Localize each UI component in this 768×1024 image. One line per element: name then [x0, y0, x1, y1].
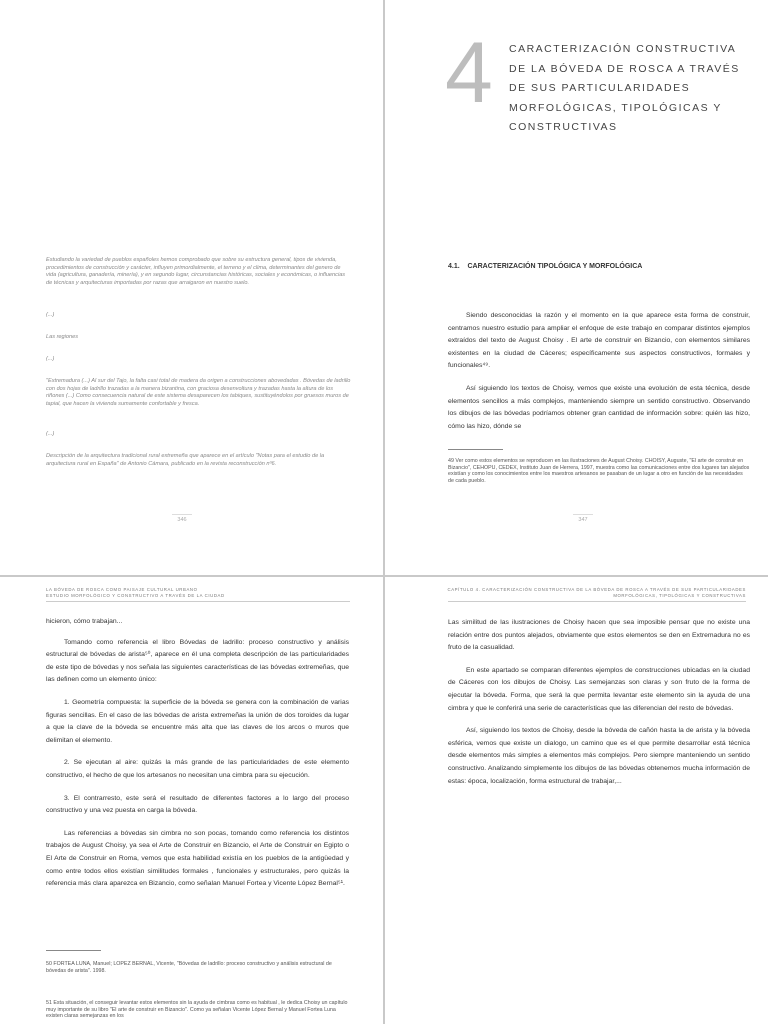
paragraph: Así, siguiendo los textos de Choisy, desde la bóveda de cañón hasta la de arista y la bóveda esférica, vemos que existe un dialogo, un camino que es el que permite desarrollar está técnica desde elementos más simples a elementos más complejos. Pero siempre manteniendo un sentido constructivo. Analizando simplemente los dibujos de las bóvedas obtenemos mucha información de estas: época, localización, forma estructural de trabajar,...	[448, 727, 750, 785]
paragraph: En este apartado se comparan diferentes ejemplos de construcciones ubicadas en la ciudad de Cáceres con los dibujos de Choisy. Las semejanzas son claras y son fruto de la forma de ejecutar la bóveda. Forma, que será la que permita levantar este elemento sin la ayuda de una cimbra y que le conferirá una serie de características que las diferencian del resto de bóvedas.	[448, 666, 750, 712]
paragraph: Las similitud de las ilustraciones de Choisy hacen que sea imposible pensar que no existe una relación entre dos puntos alejados, obviamente que estos elementos se den en Extremadura no es fruto de la casualidad.	[448, 619, 750, 652]
chapter-title-line: DE LA BÓVEDA DE ROSCA A TRAVÉS	[509, 62, 740, 75]
list-item: 1. Geometría compuesta: la superficie de la bóveda se genera con la combinación de varias figuras sencillas. En el caso de las bóvedas de arista extremeñas la unión de dos toroides da lugar a que la clave de la bóveda se encuentre más alta que las claves de los arcos o muros que delimitan el elemento.	[46, 698, 349, 744]
epigraph-quote: "Extremadura (...) Al sur del Tajo, la falta casi total de madera da origen a construcciones abovedadas . Bóvedas de ladrillo con dos hojas de ladrillo trazadas a la manera bizantina, con graciosa desenvoltura y trazadas hasta la altura de los riñones (...) Como consecuencia natural de este sistema desaparecen los tabiques, sustituyéndolos por gruesos muros de tapial, que hacen la vivienda sumamente confortable y fresca.	[46, 378, 351, 407]
body-text	[448, 617, 750, 798]
chapter-title-line: CONSTRUCTIVAS	[509, 121, 618, 133]
running-head-rule	[46, 601, 350, 602]
section-title: CARACTERIZACIÓN TIPOLÓGICA Y MORFOLÓGICA	[467, 263, 643, 270]
running-head	[46, 587, 225, 599]
page-346	[0, 0, 383, 575]
paragraph: hicieron, cómo trabajan...	[46, 618, 123, 625]
running-head-rule	[448, 601, 746, 602]
footnote: 49 Ver como estos elementos se reproducen en las ilustraciones de August Choisy. CHOISY, Auguste, "El arte de construir en Bizancio", CEHOPU, CEDEX, Instituto Juan de Herrera, 1997, muestra como las comunicaciones entre dos lugares tan alejados existían y como los conocimientos entre los maestros artesanos se pasaban de un lugar a otro en función de las necesidades de cada pueblo.	[448, 458, 750, 484]
footnote: 50 FORTEA LUNA, Manuel; LOPEZ BERNAL, Vicente, "Bóvedas de ladrillo: proceso constructivo y análisis estructural de bóvedas de arista". 1998.	[46, 961, 332, 974]
running-head-line: CAPÍTULO 4. CARACTERIZACIÓN CONSTRUCTIVA DE LA BÓVEDA DE ROSCA A TRAVÉS DE SUS PARTICULARIDADES	[447, 587, 746, 592]
body-text	[448, 310, 750, 443]
page-number: 347	[578, 517, 588, 523]
running-head-line: MORFOLÓGICAS, TIPOLÓGICAS Y CONSTRUCTIVAS	[613, 593, 746, 598]
epigraph-heading: Las regiones	[46, 334, 79, 340]
paragraph: Las referencias a bóvedas sin cimbra no son pocas, tomando como referencia los distintos trabajos de August Choisy, ya sea el Arte de Construir en Bizancio, el Arte de Construir en Egipto o El Arte de Construir en Roma, vemos que esta habilidad existía en los pueblos de la antigüedad y como entre todos ellos existían similitudes formales , funcionales y estructurales, pero quizás la referencia más clara aparezca en Bizancio, como señalan Manuel Fortea y Vicente López Bernal⁵¹.	[46, 829, 349, 888]
page-347	[385, 0, 768, 575]
folio-rule	[172, 514, 192, 515]
body-text	[46, 616, 349, 901]
chapter-title-line: DE SUS PARTICULARIDADES	[509, 82, 691, 94]
page-349	[385, 577, 768, 1024]
epigraph-ellipsis: (...)	[46, 431, 55, 437]
page-348	[0, 577, 383, 1024]
footnote: 51 Esta situación, el conseguir levantar estos elementos sin la ayuda de cimbras como es habitual , le dedica Choisy un capítulo muy importante de su libro "El arte de construir en Bizancio". Como ya señalan Vicente López Bernal y Manuel Fortea Luna existen claras semejanzas en los	[46, 1000, 348, 1019]
paragraph: Siendo desconocidas la razón y el momento en la que aparece esta forma de construir, centramos nuestro estudio para ampliar el enfoque de este trabajo en comparar distintos ejemplos extraídos del texto de August Choisy . El arte de construir en Bizancio, con elementos similares existentes en la ciudad de Cáceres; específicamente sus aspectos constructivos, formales y funcionales⁴⁹.	[448, 312, 750, 370]
paragraph: Así siguiendo los textos de Choisy, vemos que existe una evolución de esta técnica, desde elementos sencillos a más complejos, manteniendo siempre un sentido constructivo. Observando los dibujos de las bóvedas podríamos obtener gran cantidad de información sobre: quién las hizo, cómo las hizo, dónde se	[448, 384, 750, 430]
page-number: 346	[177, 517, 187, 523]
chapter-title	[509, 40, 759, 138]
running-head-line: ESTUDIO MORFOLÓGICO Y CONSTRUCTIVO A TRAVÉS DE LA CIUDAD	[46, 593, 225, 598]
epigraph-paragraph: Estudiando la variedad de pueblos españoles hemos comprobado que sobre su estructura general, tipos de vivienda, procedimientos de construcción y carácter, influyen primordialmente, el terreno y el clima, determinantes del genero de vida (agricultura, ganadería, minería), y en segundo lugar, circunstancias históricas, sociales y económicas, o influencias de técnicas y arquitecturas importadas por razas que arraigaron en nuestro suelo.	[46, 257, 346, 286]
section-heading	[448, 263, 642, 270]
chapter-title-line: CARACTERIZACIÓN CONSTRUCTIVA	[509, 43, 737, 55]
chapter-number: 4	[445, 25, 493, 121]
epigraph-source: Descripción de la arquitectura tradicional rural extremeña que aparece en el artículo "Notas para el estudio de la arquitectura rural en España" de Antonio Cámara, publicado en la revista reconstrucción nº6.	[46, 453, 325, 467]
list-item: 3. El contrarresto, este será el resultado de diferentes factores a lo largo del proceso constructivo y una vez puesta en carga la bóveda.	[46, 794, 349, 815]
running-head	[448, 587, 746, 599]
paragraph: Tomando como referencia el libro Bóvedas de ladrillo: proceso constructivo y análisis estructural de bóvedas de arista⁵⁰, aparece en él una completa descripción de las particularidades de este tipo de bóvedas y nos señala las siguientes características de las bóvedas extremeñas, que las definen como un elemento único:	[46, 638, 349, 684]
epigraph-ellipsis: (...)	[46, 312, 55, 318]
running-head-line: LA BÓVEDA DE ROSCA COMO PAISAJE CULTURAL URBANO	[46, 587, 198, 592]
footnote-rule	[46, 950, 101, 951]
list-item: 2. Se ejecutan al aire: quizás la más grande de las particularidades de este elemento constructivo, el hecho de que los artesanos no necesitan una cimbra para su ejecución.	[46, 759, 349, 779]
epigraph-ellipsis: (...)	[46, 356, 55, 362]
folio-rule	[573, 514, 593, 515]
chapter-title-line: MORFOLÓGICAS, TIPOLÓGICAS Y	[509, 101, 722, 114]
footnote-rule	[448, 449, 503, 450]
section-number: 4.1.	[448, 263, 460, 270]
